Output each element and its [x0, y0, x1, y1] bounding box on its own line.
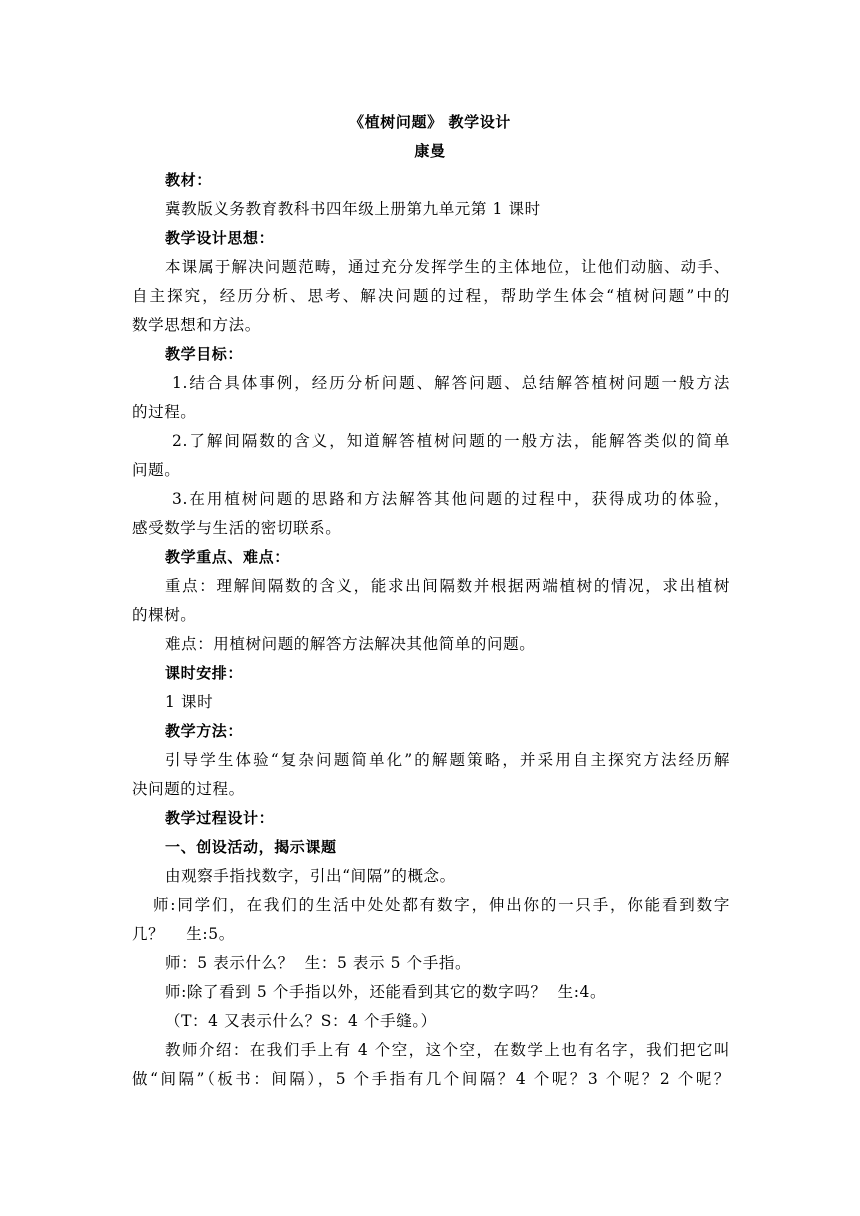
paragraph-line: 引导学生体验“复杂问题简单化”的解题策略，并采用自主探究方法经历解: [165, 751, 730, 769]
paragraph-line: 数学思想和方法。: [132, 316, 261, 334]
paragraph-line: 师:除了看到 5 个手指以外，还能看到其它的数字吗？ 生:4。: [165, 983, 607, 1001]
section-heading-key-points: 教学重点、难点：: [165, 548, 290, 566]
paragraph-line: 自主探究，经历分析、思考、解决问题的过程，帮助学生体会“植树问题”中的: [132, 287, 730, 305]
paragraph-line: 师：5 表示什么？ 生：5 表示 5 个手指。: [165, 954, 472, 972]
paragraph-line: 决问题的过程。: [132, 780, 245, 798]
subsection-heading: 一、创设活动，揭示课题: [165, 838, 337, 856]
paragraph-line: 由观察手指找数字，引出“间隔”的概念。: [165, 867, 456, 885]
paragraph-line: 教师介绍：在我们手上有 4 个空，这个空，在数学上也有名字，我们把它叫: [165, 1041, 730, 1059]
section-heading-schedule: 课时安排：: [165, 664, 244, 682]
paragraph-line: 冀教版义务教育教科书四年级上册第九单元第 1 课时: [165, 200, 541, 218]
section-heading-process: 教学过程设计：: [165, 809, 275, 827]
paragraph-line: 感受数学与生活的密切联系。: [132, 519, 342, 537]
document-title: 《植树问题》 教学设计: [349, 113, 511, 131]
paragraph-line: 几？ 生:5。: [132, 925, 235, 943]
paragraph-line: 的过程。: [132, 403, 197, 421]
paragraph-line: 问题。: [132, 461, 181, 479]
paragraph-line: 本课属于解决问题范畴，通过充分发挥学生的主体地位，让他们动脑、动手、: [165, 258, 730, 276]
section-heading-design-idea: 教学设计思想：: [165, 229, 275, 247]
paragraph-line: 重点：理解间隔数的含义，能求出间隔数并根据两端植树的情况，求出植树: [165, 577, 730, 595]
paragraph-line: 做“间隔”（板书：间隔），5 个手指有几个间隔？4 个呢？3 个呢？2 个呢？: [132, 1070, 730, 1088]
paragraph-line: （T：4 又表示什么？S：4 个手缝。）: [165, 1012, 437, 1030]
paragraph-line: 的棵树。: [132, 606, 197, 624]
paragraph-line: 3.在用植树问题的思路和方法解答其他问题的过程中，获得成功的体验，: [172, 490, 730, 508]
document-author: 康曼: [414, 142, 446, 160]
paragraph-line: 2.了解间隔数的含义，知道解答植树问题的一般方法，能解答类似的简单: [172, 432, 730, 450]
paragraph-line: 1.结合具体事例，经历分析问题、解答问题、总结解答植树问题一般方法: [172, 374, 730, 392]
section-heading-methods: 教学方法：: [165, 722, 244, 740]
paragraph-line: 1 课时: [165, 693, 214, 711]
paragraph-line: 难点：用植树问题的解答方法解决其他简单的问题。: [165, 635, 536, 653]
section-heading-objectives: 教学目标：: [165, 345, 244, 363]
paragraph-line: 师:同学们，在我们的生活中处处都有数字，伸出你的一只手，你能看到数字: [153, 896, 730, 914]
section-heading-textbook: 教材：: [165, 171, 212, 189]
